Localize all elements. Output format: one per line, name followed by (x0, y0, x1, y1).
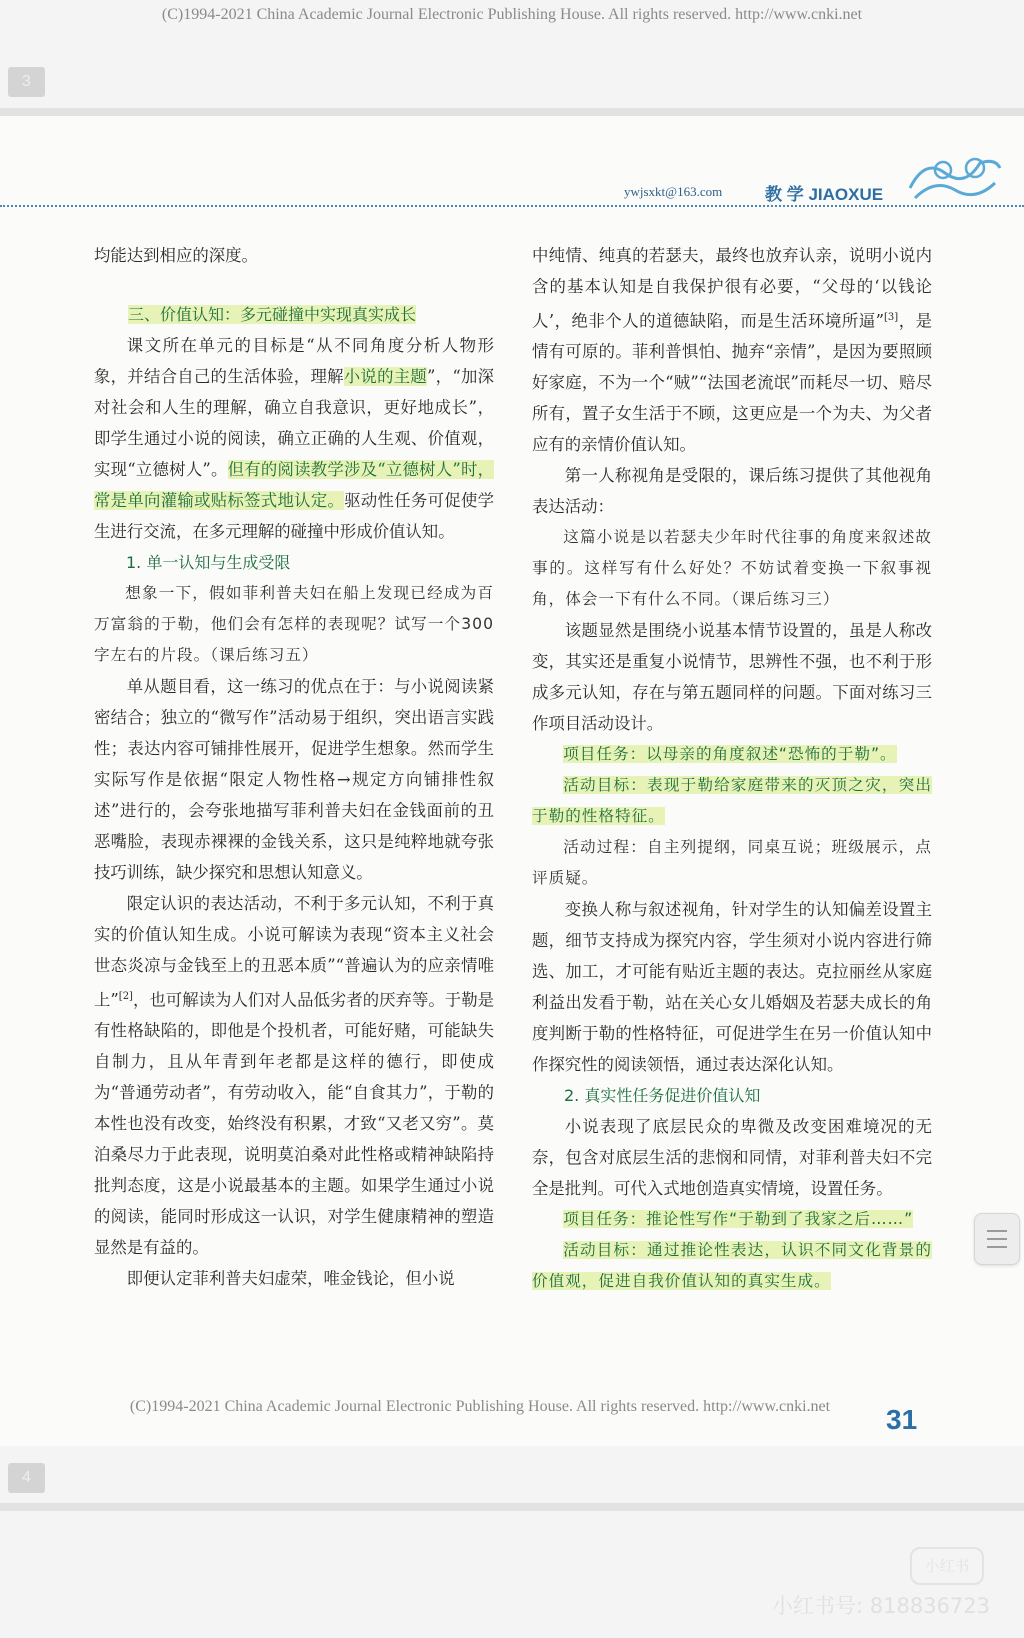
section-heading (94, 299, 494, 330)
exercise-quote (532, 739, 932, 770)
journal-email: ywjsxkt@163.com (624, 184, 723, 199)
exercise-quote (532, 522, 932, 615)
body-paragraph (532, 615, 932, 739)
text-run: 课文所在单元的目标是“从不同角度分析人物形象，并结合自己的生活体验，理解 (94, 336, 494, 386)
body-paragraph (94, 1263, 494, 1294)
text-run: 这篇小说是以若瑟夫少年时代往事的角度来叙述故事的。这样写有什么好处？不妨试着变换一下叙事视角，体会一下有什么不同。（课后练习三） (532, 528, 932, 609)
text-run: 活动过程：自主列提纲，同桌互说；班级展示，点评质疑。 (532, 838, 932, 888)
text-run: 中纯情、纯真的若瑟夫，最终也放弃认亲，说明小说内含的基本认知是自我保护很有必要，“父母的‘以钱论人’，绝非个人的道德缺陷，而是生活环境所逼” (532, 246, 932, 331)
text-run: 该题显然是围绕小说基本情节设置的，虽是人称改变，其实还是重复小说情节，思辨性不强，也不利于形成多元认知，存在与第五题同样的问题。下面对练习三作项目活动设计。 (532, 621, 932, 734)
exercise-quote (532, 832, 932, 894)
body-paragraph (94, 240, 494, 271)
right-column (532, 240, 932, 1297)
watermark-logo: 小红书 (910, 1547, 984, 1585)
text-run: ”，“加深对社会和人生的理解，确立自我意识，更好地成长”，即学生通过小说的阅读，确立正确的人生观、价值观，实现“立德树人”。 (94, 367, 495, 479)
exercise-quote (532, 1235, 932, 1297)
exercise-quote (94, 578, 494, 671)
text-run: 2. 真实性任务促进价值认知 (564, 1086, 761, 1106)
journal-section: 教 学 JIAOXUE (765, 185, 884, 204)
highlighted-text: 活动目标：表现于勒给家庭带来的灭顶之灾，突出于勒的性格特征。 (532, 776, 932, 826)
text-run: 均能达到相应的深度。 (94, 246, 258, 265)
header-dotted-rule (0, 205, 1024, 207)
page-separator (0, 108, 1024, 116)
text-run: 驱动性任务可促使学生进行交流，在多元理解的碰撞中形成价值认知。 (94, 491, 495, 541)
body-paragraph (532, 894, 932, 1080)
highlighted-text: 小说的主题 (343, 367, 428, 386)
exercise-quote (532, 1204, 932, 1235)
exercise-quote (532, 770, 932, 832)
body-paragraph (532, 460, 932, 522)
text-run: ，是情有可原的。菲利普惧怕、抛弃“亲情”，是因为要照顾好家庭，不为一个“贼”“法国老流氓”而耗尽一切、赔尽所有，置子女生活于不顾，这更应是一个为夫、为父者应有的亲情价值认知。 (532, 311, 932, 455)
text-run: 想象一下，假如菲利普夫妇在船上发现已经成为百万富翁的于勒，他们会有怎样的表现呢？试写一个300字左右的片段。（课后练习五） (94, 584, 494, 664)
text-run: 第一人称视角是受限的，课后练习提供了其他视角表达活动： (532, 466, 932, 517)
text-run: 变换人称与叙述视角，针对学生的认知偏差设置主题，细节支持成为探究内容，学生须对小说内容进行筛选、加工，才可能有贴近主题的表达。克拉丽丝从家庭利益出发看于勒，站在关心女儿婚姻及若瑟夫成长的角度判断于勒的性格特征，可促进学生在另一价值认知中作探究性的阅读领悟，通过表达深化认知。 (532, 900, 932, 1075)
journal-header (610, 180, 910, 204)
text-run: ，也可解读为人们对人品低劣者的厌弃等。于勒是有性格缺陷的，即他是个投机者，可能好赌，可能缺失自制力，且从年青到年老都是这样的德行，即使成为“普通劳动者”，有劳动收入，能“自食其力”，于勒的本性也没有改变，始终没有积累，才致“又老又穷”。莫泊桑尽力于此表现，说明莫泊桑对此性格或精神缺陷持批判态度，这是小说最基本的主题。如果学生通过小说的阅读，能同时形成这一认识，对学生健康精神的塑造显然是有益的。 (94, 990, 494, 1258)
left-column (94, 240, 494, 1294)
highlighted-text: 项目任务：推论性写作“于勒到了我家之后……” (563, 1210, 914, 1229)
citation-mark: [2] (118, 991, 133, 1002)
body-paragraph (532, 240, 932, 460)
body-paragraph (94, 888, 494, 1263)
highlighted-text: 项目任务：以母亲的角度叙述“恐怖的于勒”。 (563, 745, 897, 764)
text-run: 小说表现了底层民众的卑微及改变困难境况的无奈，包含对底层生活的悲悯和同情，对菲利普夫妇不完全是批判。可代入式地创造真实情境，设置任务。 (532, 1117, 932, 1199)
citation-mark: [3] (884, 312, 899, 323)
watermark-text: 小红书号: 818836723 (772, 1594, 990, 1618)
text-run: 三、价值认知：多元碰撞中实现真实成长 (128, 305, 417, 324)
page-badge-3[interactable]: 3 (8, 67, 45, 97)
page-badge-4[interactable]: 4 (8, 1463, 45, 1493)
subsection-heading (532, 1080, 932, 1111)
page-number: 31 (886, 1404, 918, 1435)
side-menu-button[interactable] (974, 1213, 1020, 1265)
highlighted-text: 活动目标：通过推论性表达，认识不同文化背景的价值观，促进自我价值认知的真实生成。 (532, 1241, 932, 1291)
body-paragraph (532, 1111, 932, 1204)
highlighted-text: 但有的阅读教学涉及“立德树人”时，常是单向灌输或贴标签式地认定。 (94, 460, 494, 510)
body-paragraph (94, 671, 494, 888)
copyright-bottom: (C)1994-2021 China Academic Journal Electronic Publishing House. All rights reserved. http://www.cnki.net (129, 1398, 831, 1415)
text-run: 1. 单一认知与生成受限 (126, 553, 291, 572)
subsection-heading (94, 547, 494, 578)
body-paragraph (94, 330, 494, 547)
page-separator (0, 1503, 1024, 1511)
menu-lines-icon (987, 1238, 1007, 1240)
copyright-top: (C)1994-2021 China Academic Journal Electronic Publishing House. All rights reserved. http://www.cnki.net (161, 6, 863, 23)
text-run: 即便认定菲利普夫妇虚荣，唯金钱论，但小说 (126, 1269, 455, 1289)
menu-lines-icon (987, 1230, 1007, 1232)
text-run: 单从题目看，这一练习的优点在于：与小说阅读紧密结合；独立的“微写作”活动易于组织，突出语言实践性；表达内容可铺排性展开，促进学生想象。然而学生实际写作是依据“限定人物性格→规定方向铺排性叙述”进行的，会夸张地描写菲利普夫妇在金钱面前的丑恶嘴脸，表现赤裸裸的金钱关系，这只是纯粹地就夸张技巧训练，缺少探究和思想认知意义。 (94, 677, 494, 882)
wave-logo-icon (905, 148, 1005, 208)
text-run: 限定认识的表达活动，不利于多元认知，不利于真实的价值认知生成。小说可解读为表现“资本主义社会世态炎凉与金钱至上的丑恶本质”“普遍认为的应亲情唯上” (94, 894, 494, 1010)
menu-lines-icon (987, 1246, 1007, 1248)
